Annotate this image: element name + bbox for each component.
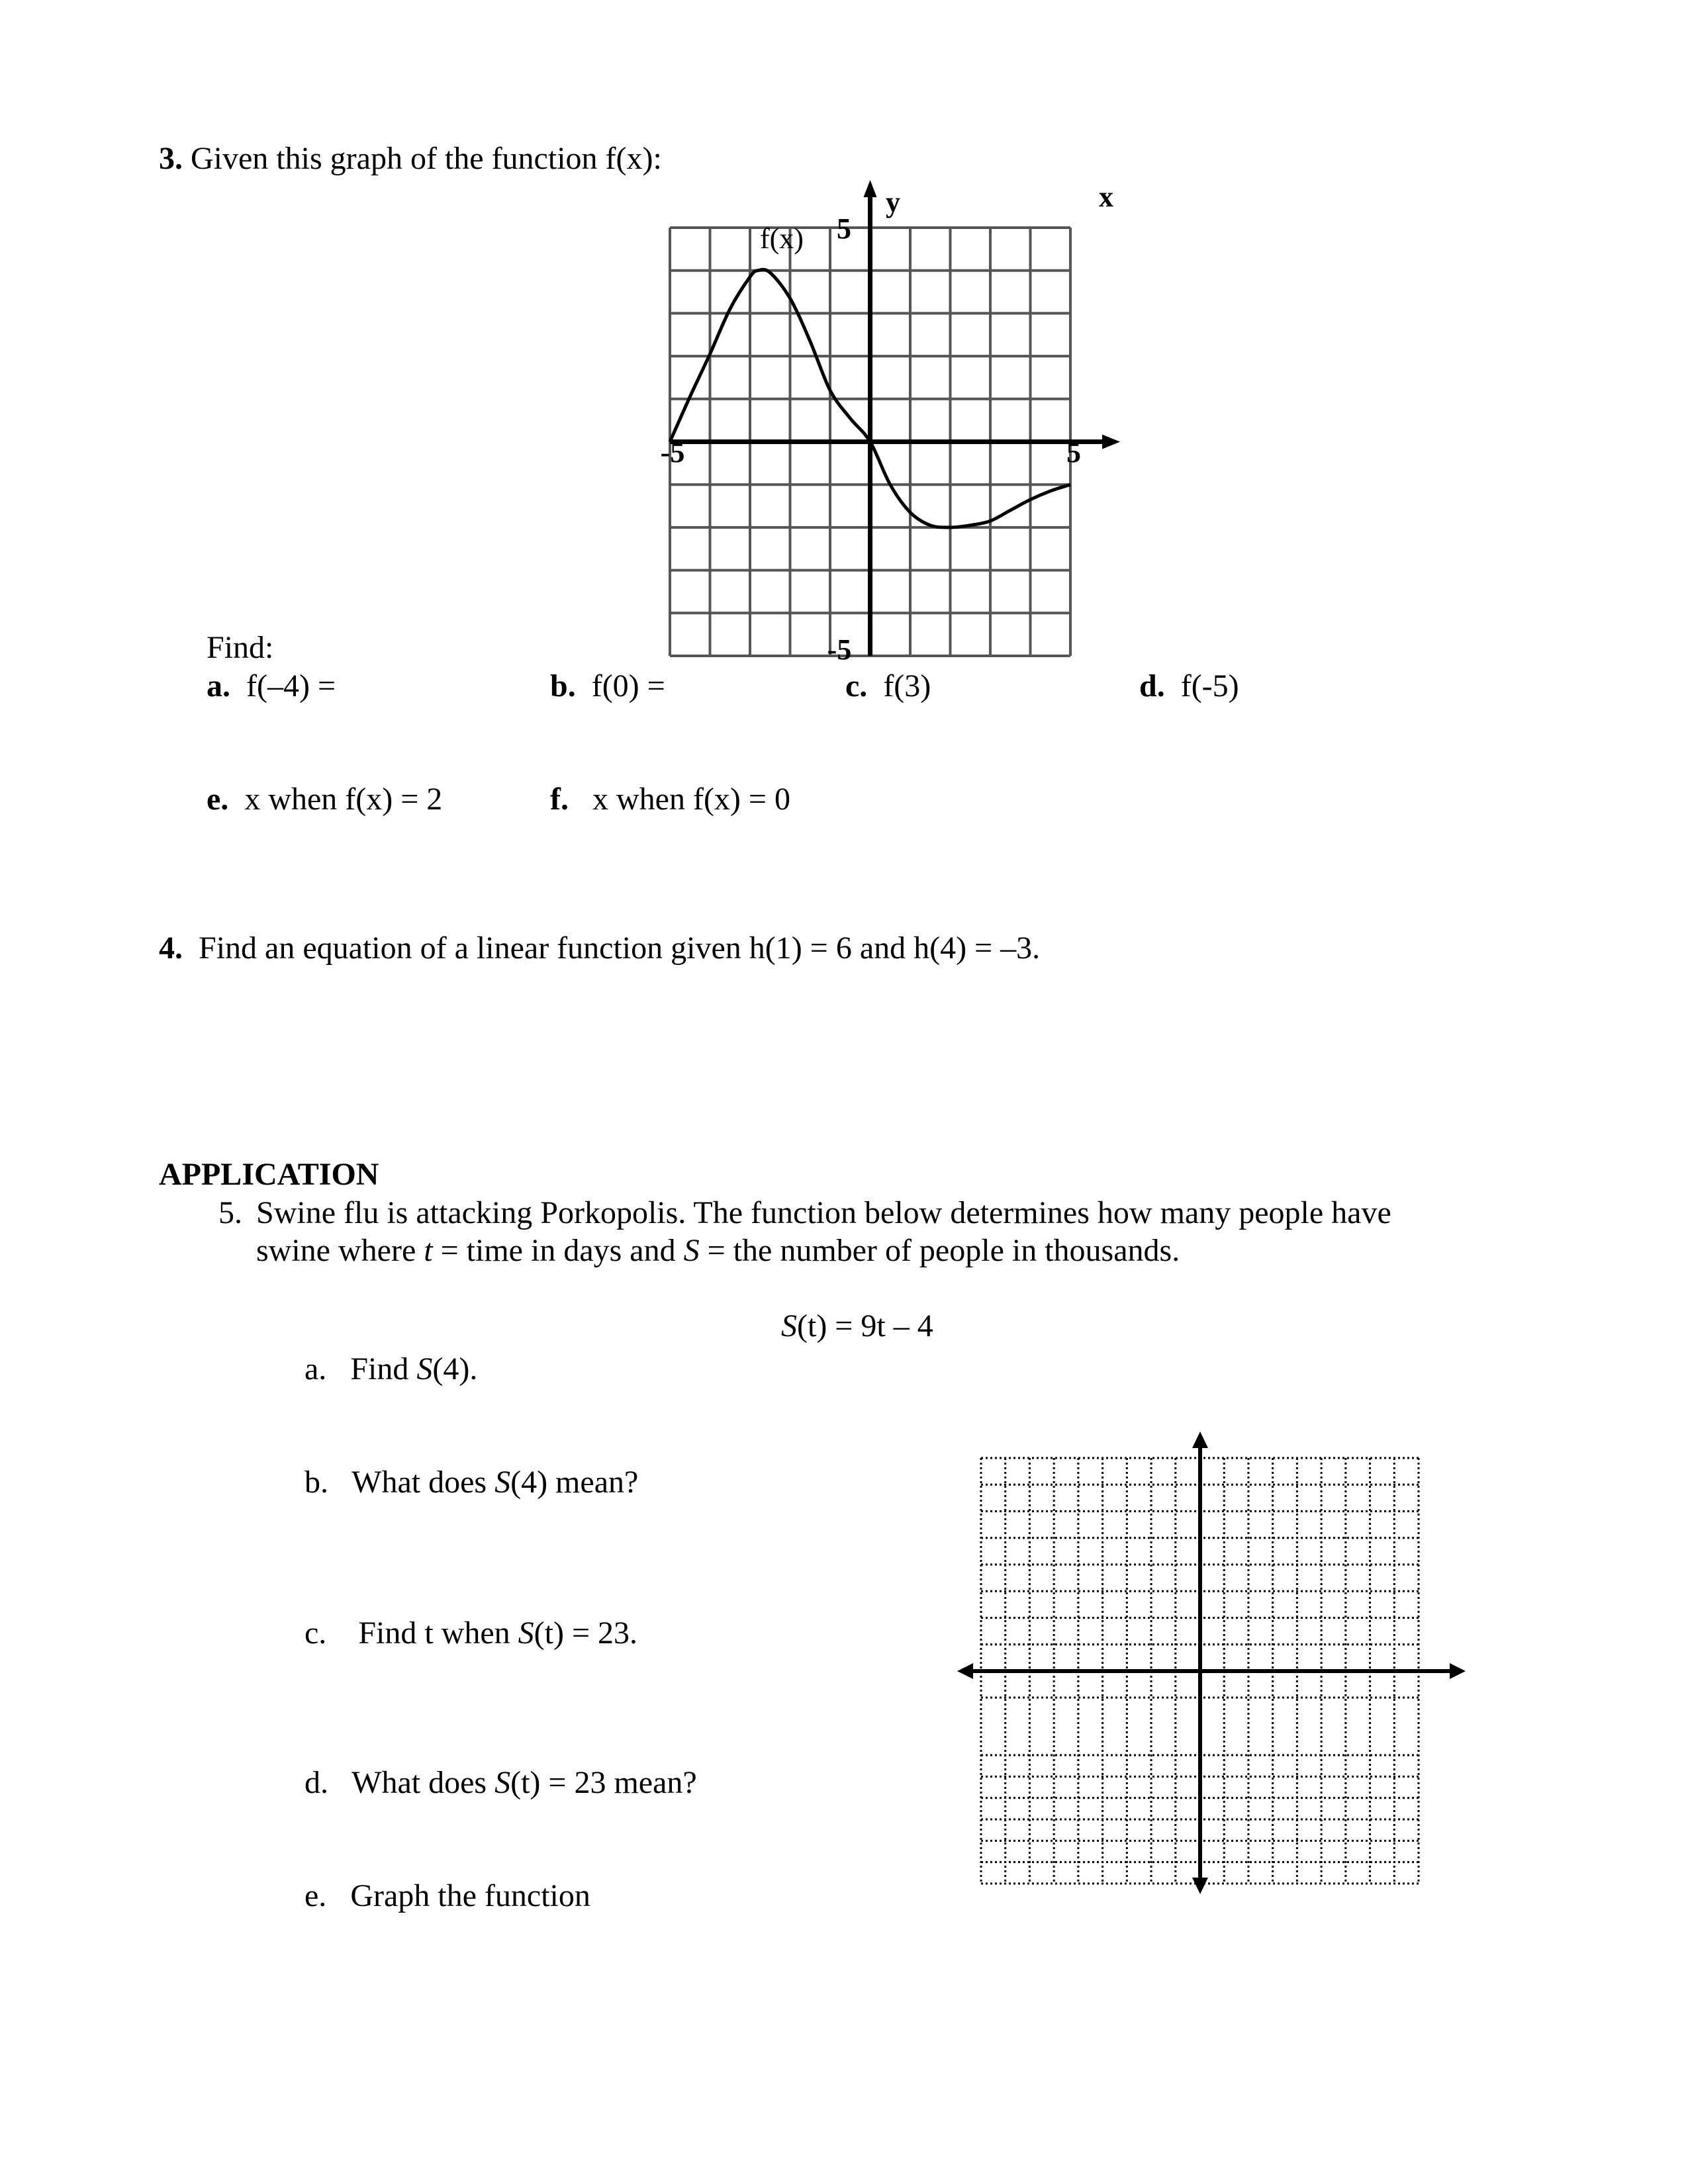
x-axis-label: x bbox=[1099, 181, 1113, 213]
y-max-label: 5 bbox=[837, 212, 851, 245]
x-min-label: -5 bbox=[660, 436, 685, 469]
x-axis-left-arrow-icon bbox=[957, 1663, 973, 1679]
q5-part-e: e. Graph the function bbox=[305, 1878, 590, 1913]
find-label: Find: bbox=[207, 630, 274, 665]
y-axis-label: y bbox=[886, 186, 900, 218]
q3-part-c: c. f(3) bbox=[845, 668, 931, 704]
q3-part-f: f. x when f(x) = 0 bbox=[550, 782, 790, 817]
y-min-label: -5 bbox=[827, 633, 852, 662]
x-axis-right-arrow-icon bbox=[1450, 1663, 1466, 1679]
q5-line2: swine where t = time in days and S = the number of people in thousands. bbox=[256, 1233, 1180, 1268]
fx-graph bbox=[0, 0, 1688, 662]
x-max-label: 5 bbox=[1066, 436, 1081, 469]
q3-prompt: 3. Given this graph of the function f(x): bbox=[159, 141, 662, 176]
y-axis-down-arrow-icon bbox=[1192, 1878, 1208, 1894]
q5-number: 5. bbox=[218, 1195, 242, 1230]
q3-part-a: a. f(–4) = bbox=[207, 668, 336, 704]
q5-part-d: d. What does S(t) = 23 mean? bbox=[305, 1765, 697, 1800]
q3-part-e: e. x when f(x) = 2 bbox=[207, 782, 443, 817]
q4-prompt: 4. Find an equation of a linear function given h(1) = 6 and h(4) = –3. bbox=[159, 931, 1041, 966]
q3-part-d: d. f(-5) bbox=[1139, 668, 1239, 704]
q5-part-a: a. Find S(4). bbox=[305, 1351, 478, 1387]
formula: S(t) = 9t – 4 bbox=[781, 1308, 933, 1343]
y-axis-arrow-icon bbox=[864, 180, 877, 197]
q5-part-b: b. What does S(4) mean? bbox=[305, 1465, 639, 1500]
q5-part-c: c. Find t when S(t) = 23. bbox=[305, 1615, 638, 1651]
curve-label: f(x) bbox=[760, 222, 804, 255]
q3-part-b: b. f(0) = bbox=[550, 668, 665, 704]
y-axis-up-arrow-icon bbox=[1192, 1432, 1208, 1448]
x-axis-arrow-icon bbox=[1102, 435, 1120, 449]
q5-line1: Swine flu is attacking Porkopolis. The function below determines how many people have bbox=[256, 1195, 1391, 1230]
application-heading: APPLICATION bbox=[159, 1157, 379, 1192]
